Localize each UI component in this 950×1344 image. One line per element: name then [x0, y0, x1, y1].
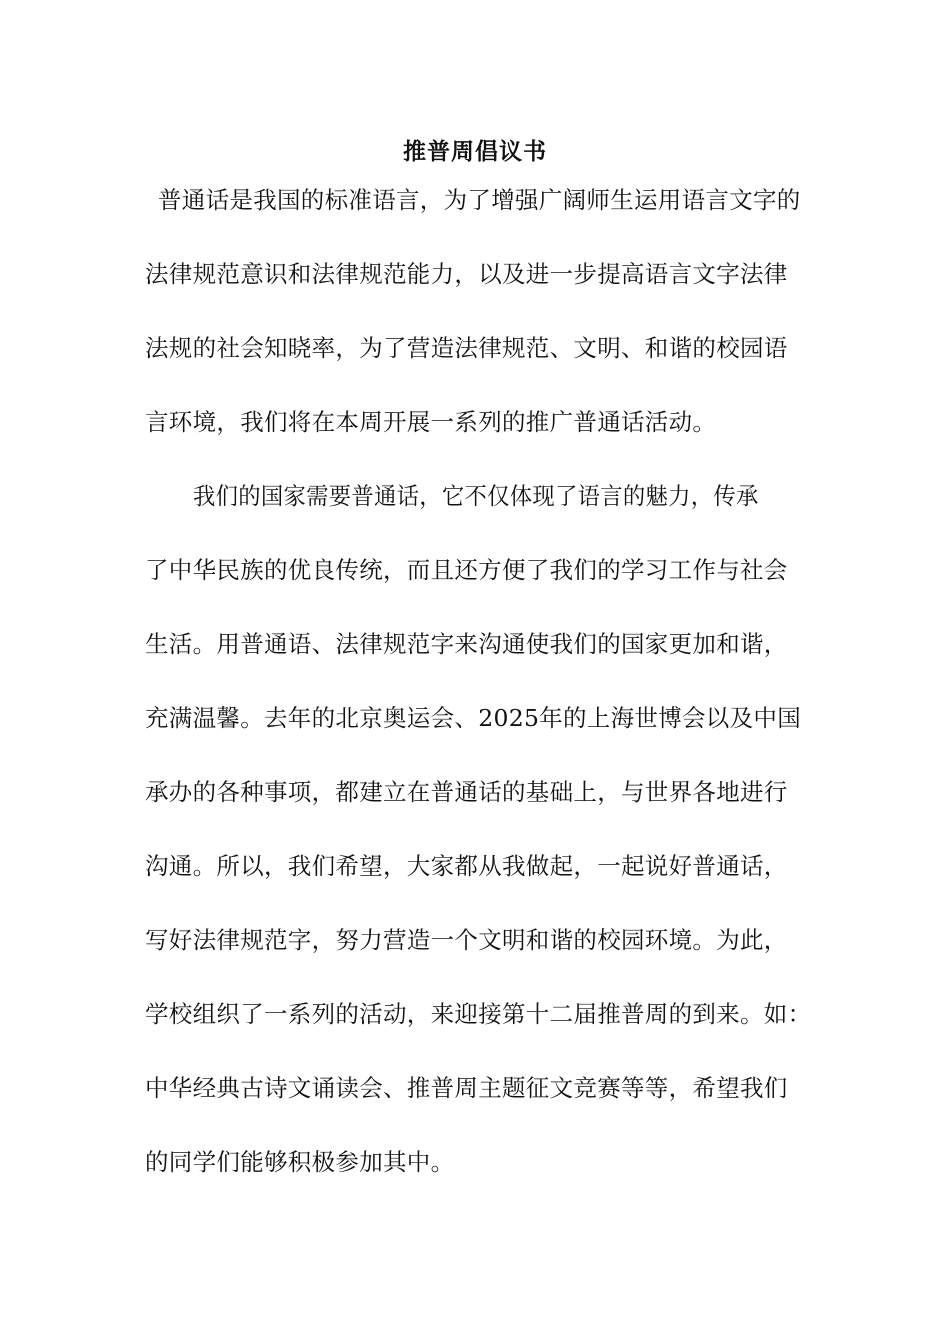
paragraph-1-line-4: 言环境，我们将在本周开展一系列的推广普通话活动。: [145, 408, 717, 436]
paragraph-2-line-7: 写好法律规范字，努力营造一个文明和谐的校园环境。为此，: [145, 926, 788, 954]
paragraph-2-line-9: 中华经典古诗文诵读会、推普周主题征文竞赛等等，希望我们: [145, 1074, 788, 1102]
document-title: 推普周倡议书: [403, 139, 547, 165]
paragraph-2-line-2: 了中华民族的优良传统，而且还方便了我们的学习工作与社会: [145, 556, 788, 584]
paragraph-2-line-1: 我们的国家需要普通话，它不仅体现了语言的魅力，传承: [193, 482, 759, 510]
paragraph-1-line-3: 法规的社会知晓率，为了营造法律规范、文明、和谐的校园语: [145, 334, 788, 362]
paragraph-1-line-1: 普通话是我国的标准语言，为了增强广阔师生运用语言文字的: [158, 186, 801, 214]
paragraph-2-line-8: 学校组织了一系列的活动，来迎接第十二届推普周的到来。如：: [145, 1000, 812, 1028]
paragraph-2-line-6: 沟通。所以，我们希望，大家都从我做起，一起说好普通话，: [145, 852, 788, 880]
paragraph-1-line-2: 法律规范意识和法律规范能力，以及进一步提高语言文字法律: [145, 260, 788, 288]
paragraph-2-line-3: 生活。用普通语、法律规范字来沟通使我们的国家更加和谐，: [145, 630, 788, 658]
paragraph-2-line-5: 承办的各种事项，都建立在普通话的基础上，与世界各地进行: [145, 778, 788, 806]
paragraph-2-line-10: 的同学们能够积极参加其中。: [145, 1148, 455, 1176]
paragraph-2-line-4: 充满温馨。去年的北京奥运会、2025年的上海世博会以及中国: [145, 704, 802, 732]
